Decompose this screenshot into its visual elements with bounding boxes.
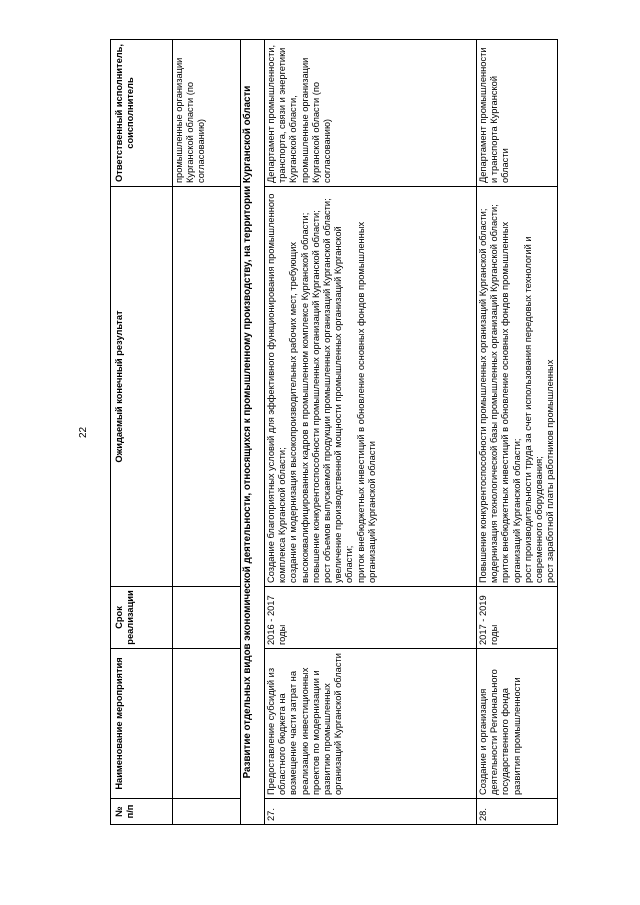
continuation-row [173,40,241,825]
result-line: приток внебюджетных инвестиций в обновление основных фондов промышленных организаций Курганской области [355,221,377,583]
table-header-row [111,40,173,825]
row-results [477,187,558,587]
result-line: рост объемов выпускаемой продукции промышленных организаций Курганской области; [322,198,333,583]
row-num: 28. [477,799,558,825]
result-line: рост заработной платы работников промышленных [545,359,556,583]
row-num: 27. [265,799,477,825]
header-num: № п/п [111,799,173,825]
page-number: 22 [78,426,89,438]
result-line: повышение конкурентоспособности промышленных организаций Курганской области; [310,210,321,583]
row-term: 2017 - 2019 годы [477,587,558,649]
result-line: создание и модернизация высокопроизводительных рабочих мест, требующих высококвалифицированных кадров в промышленном комплексе Курганской области; [288,212,310,583]
result-line: Создание благоприятных условий для эффективного функционирования промышленного комплекса Курганской области; [266,193,288,583]
result-line: рост производительности труда за счет использования передовых технологий и современного оборудования; [522,236,545,583]
result-line: увеличение производственной мощности промышленных организаций Курганской области; [333,226,355,583]
row-measure: Предоставление субсидий из областного бюджета на возмещение части затрат на реализацию инвестиционных проектов по модернизации и развитию промышленных организаций Курганской области [265,649,477,799]
rotated-table-container [110,40,556,825]
row-results [265,187,477,587]
header-result: Ожидаемый конечный результат [111,187,173,587]
measures-table [110,39,558,825]
header-responsible: Ответственный исполнитель, соисполнитель [111,40,173,187]
header-measure: Наименование мероприятия [111,649,173,799]
result-line: модернизация технологической базы промышленных организаций Курганской области; [489,204,500,583]
result-line: приток внебюджетных инвестиций в обновление основных фондов промышленных организаций Курганской области; [500,221,522,583]
header-term: Срок реализации [111,587,173,649]
table-row [477,40,558,825]
row-measure: Создание и организация деятельности Регионального государственного фонда развития промышленности [477,649,558,799]
row-term: 2016 - 2017 годы [265,587,477,649]
result-line: Повышение конкурентоспособности промышленных организаций Курганской области; [478,208,488,583]
table-row [265,40,477,825]
row-responsible: Департамент промышленности и транспорта Курганской области [477,40,558,187]
section-title: Развитие отдельных видов экономической деятельности, относящихся к промышленному производству, на территории Курганской области [241,40,265,825]
row-responsible: Департамент промышленности, транспорта, связи и энергетики Курганской области, промышленные организации Курганской области (по согласованию) [265,40,477,187]
continuation-responsible: промышленные организации Курганской области (по согласованию) [173,40,241,187]
section-row [241,40,265,825]
